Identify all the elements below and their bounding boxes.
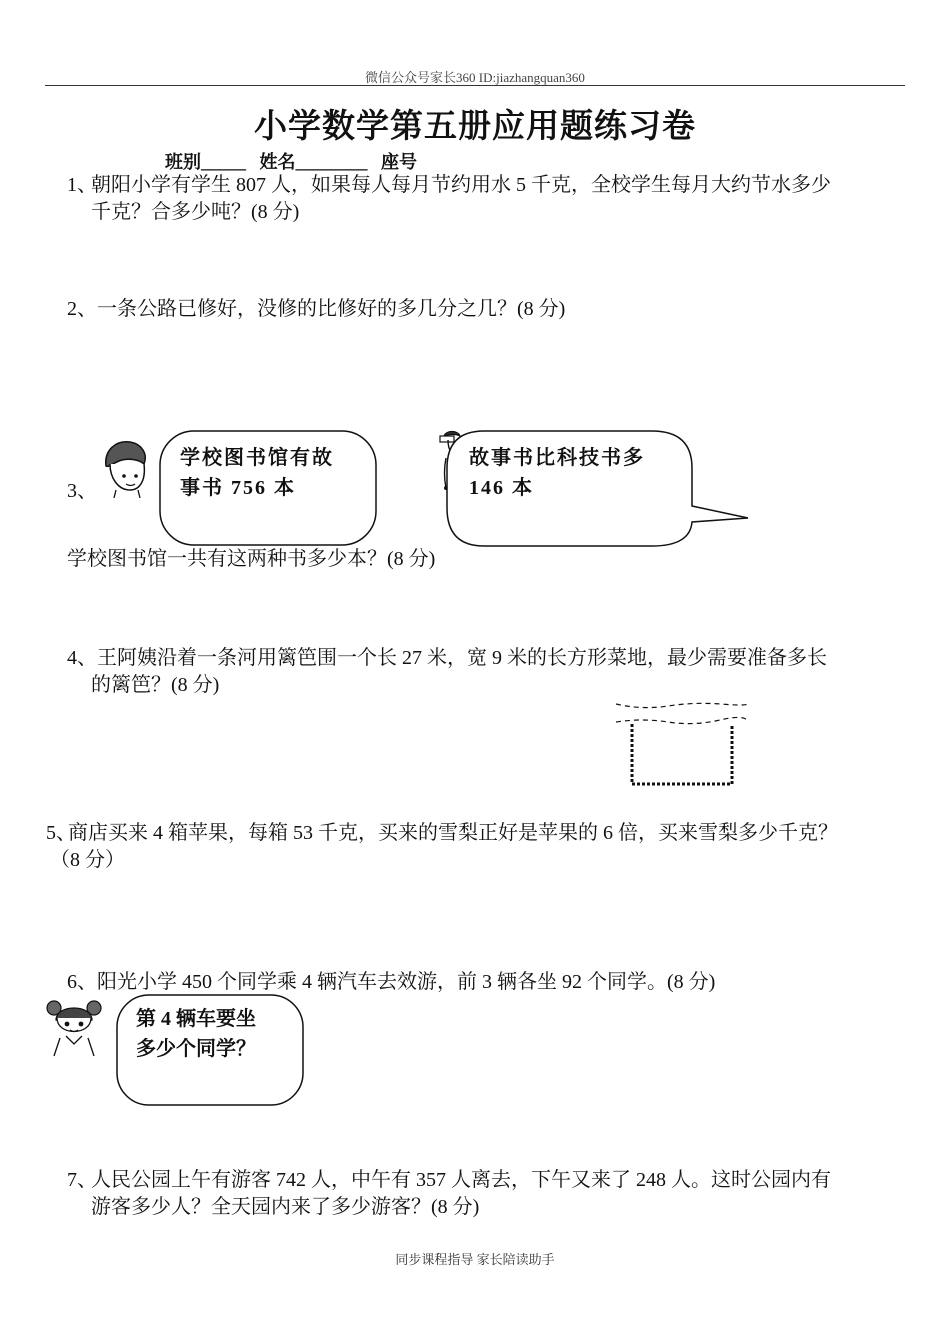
question-number: 5、 <box>46 822 76 844</box>
bubble-line: 事书 756 本 <box>180 477 296 499</box>
seat-field-label: 座号 <box>381 152 417 172</box>
question-text-line2: 游客多少人？全天园内来了多少游客？(8 分) <box>91 1196 480 1218</box>
student-info-fields <box>165 148 417 174</box>
question-text-line1: 阳光小学 450 个同学乘 4 辆汽车去效游，前 3 辆各坐 92 个同学。(8 分) <box>97 971 716 993</box>
question-text-line1: 商店买来 4 箱苹果，每箱 53 千克，买来的雪梨正好是苹果的 6 倍，买来雪梨多少千克？ <box>68 822 838 844</box>
question-text-line1: 人民公园上午有游客 742 人，中午有 357 人离去，下午又来了 248 人。这时公园内有 <box>91 1169 831 1191</box>
bubble-line: 故事书比科技书多 <box>469 447 645 469</box>
speech-bubble-2-text <box>469 443 699 503</box>
question-text-line2: 千克？合多少吨？(8 分) <box>91 201 300 223</box>
question-4 <box>67 645 912 699</box>
bubble-line: 学校图书馆有故 <box>180 447 334 469</box>
question-number: 2、 <box>67 298 97 320</box>
question-text-line1: 朝阳小学有学生 807 人，如果每人每月节约用水 5 千克，全校学生每月大约节水多少 <box>91 174 831 196</box>
question-text-line2: （8 分） <box>50 849 125 871</box>
class-field-label: 班别_____ <box>165 152 246 172</box>
page-title: 小学数学第五册应用题练习卷 <box>254 109 696 145</box>
bubble-line: 多少个同学？ <box>136 1038 256 1060</box>
river-fence-diagram <box>612 696 752 792</box>
boy-cartoon-icon <box>100 438 152 498</box>
name-field-label: 姓名________ <box>259 152 368 172</box>
page-footer: 同步课程指导 家长陪读助手 <box>395 1252 555 1267</box>
page-header: 微信公众号家长360 ID:jiazhangquan360 <box>365 70 585 85</box>
question-number: 4、 <box>67 647 97 669</box>
girl-cartoon-icon <box>44 996 104 1058</box>
question-5 <box>46 820 916 874</box>
question-1 <box>67 172 912 226</box>
question-3-number: 3、 <box>67 480 97 502</box>
question-3-text: 学校图书馆一共有这两种书多少本？(8 分) <box>67 548 436 570</box>
question-text-line1: 一条公路已修好，没修的比修好的多几分之几？(8 分) <box>97 298 566 320</box>
header-divider <box>45 85 905 86</box>
question-text-line2: 的篱笆？(8 分) <box>91 674 220 696</box>
question-number: 1、 <box>67 174 97 196</box>
question-number: 7、 <box>67 1169 97 1191</box>
bubble-line: 第 4 辆车要坐 <box>136 1008 256 1030</box>
question-2 <box>67 296 912 323</box>
question-7 <box>67 1167 912 1221</box>
question-text-line1: 王阿姨沿着一条河用篱笆围一个长 27 米，宽 9 米的长方形菜地，最少需要准备多长 <box>97 647 827 669</box>
bubble-line: 146 本 <box>469 477 534 499</box>
question-number: 6、 <box>67 971 97 993</box>
speech-bubble-1-text <box>180 443 370 503</box>
speech-bubble-3-text <box>136 1004 296 1064</box>
